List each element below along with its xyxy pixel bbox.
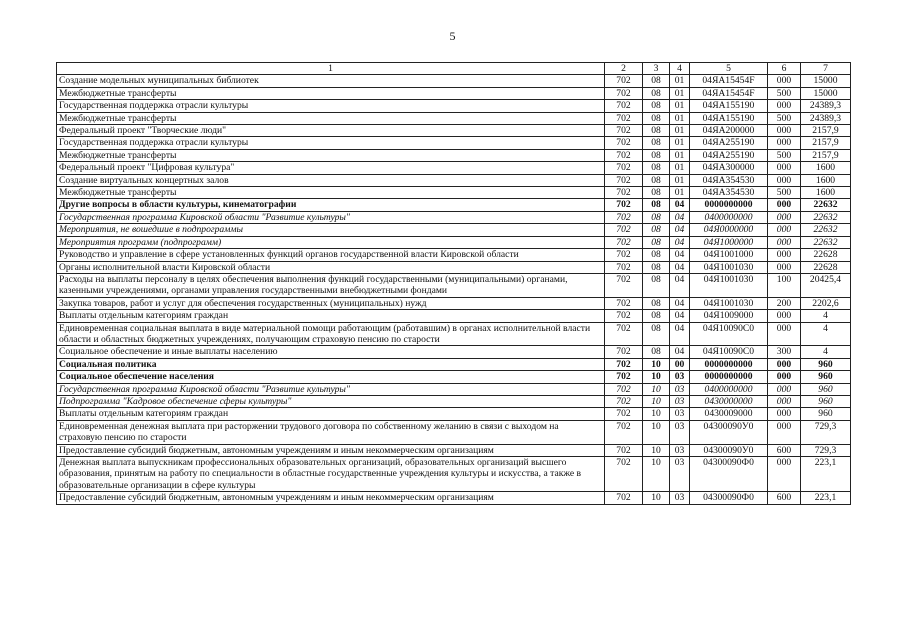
row-name-cell: Создание виртуальных концертных залов (57, 174, 605, 186)
subsection-cell: 03 (670, 383, 690, 395)
row-name-cell: Межбюджетные трансферты (57, 187, 605, 199)
row-name-cell: Руководство и управление в сфере установленных функций органов государственной власти Кировской области (57, 249, 605, 261)
grbs-cell: 702 (605, 162, 643, 174)
target-article-cell: 04ЯА155190 (690, 100, 768, 112)
section-cell: 08 (643, 346, 670, 358)
subsection-cell: 04 (670, 297, 690, 309)
table-row (57, 273, 851, 297)
row-name-cell: Межбюджетные трансферты (57, 87, 605, 99)
expense-type-cell: 000 (768, 199, 801, 211)
section-cell: 10 (643, 383, 670, 395)
subsection-cell: 01 (670, 162, 690, 174)
grbs-cell: 702 (605, 420, 643, 444)
table-row (57, 112, 851, 124)
grbs-cell: 702 (605, 211, 643, 223)
table-row (57, 261, 851, 273)
target-article-cell: 0000000000 (690, 199, 768, 211)
subsection-cell: 01 (670, 100, 690, 112)
subsection-cell: 00 (670, 358, 690, 370)
subsection-cell: 04 (670, 211, 690, 223)
grbs-cell: 702 (605, 261, 643, 273)
target-article-cell: 04ЯА15454F (690, 87, 768, 99)
grbs-cell: 702 (605, 87, 643, 99)
table-row (57, 236, 851, 248)
expense-type-cell: 600 (768, 444, 801, 456)
amount-cell: 223,1 (801, 492, 851, 504)
budget-table (56, 62, 851, 505)
subsection-cell: 01 (670, 149, 690, 161)
header-cell: 2 (605, 63, 643, 75)
expense-type-cell: 000 (768, 420, 801, 444)
section-cell: 08 (643, 100, 670, 112)
table-row (57, 408, 851, 420)
row-name-cell: Федеральный проект "Цифровая культура" (57, 162, 605, 174)
section-cell: 08 (643, 174, 670, 186)
section-cell: 08 (643, 87, 670, 99)
subsection-cell: 03 (670, 408, 690, 420)
table-row (57, 420, 851, 444)
header-cell: 7 (801, 63, 851, 75)
amount-cell: 22628 (801, 261, 851, 273)
amount-cell: 22632 (801, 211, 851, 223)
expense-type-cell: 000 (768, 75, 801, 87)
section-cell: 08 (643, 112, 670, 124)
grbs-cell: 702 (605, 395, 643, 407)
subsection-cell: 04 (670, 310, 690, 322)
grbs-cell: 702 (605, 297, 643, 309)
section-cell: 08 (643, 162, 670, 174)
header-cell: 6 (768, 63, 801, 75)
section-cell: 10 (643, 395, 670, 407)
target-article-cell: 0000000000 (690, 358, 768, 370)
row-name-cell: Социальное обеспечение населения (57, 371, 605, 383)
subsection-cell: 01 (670, 137, 690, 149)
grbs-cell: 702 (605, 174, 643, 186)
target-article-cell: 04ЯА155190 (690, 112, 768, 124)
subsection-cell: 03 (670, 457, 690, 492)
section-cell: 08 (643, 224, 670, 236)
target-article-cell: 04ЯА15454F (690, 75, 768, 87)
amount-cell: 960 (801, 371, 851, 383)
subsection-cell: 03 (670, 492, 690, 504)
expense-type-cell: 200 (768, 297, 801, 309)
expense-type-cell: 000 (768, 371, 801, 383)
expense-type-cell: 000 (768, 249, 801, 261)
target-article-cell: 04ЯА200000 (690, 125, 768, 137)
grbs-cell: 702 (605, 408, 643, 420)
amount-cell: 960 (801, 408, 851, 420)
amount-cell: 4 (801, 346, 851, 358)
section-cell: 10 (643, 420, 670, 444)
row-name-cell: Выплаты отдельным категориям граждан (57, 310, 605, 322)
target-article-cell: 04300090У0 (690, 420, 768, 444)
target-article-cell: 04Я1001030 (690, 297, 768, 309)
grbs-cell: 702 (605, 75, 643, 87)
target-article-cell: 04ЯА300000 (690, 162, 768, 174)
table-row (57, 199, 851, 211)
column-number-row (57, 63, 851, 75)
target-article-cell: 04300090У0 (690, 444, 768, 456)
grbs-cell: 702 (605, 444, 643, 456)
expense-type-cell: 500 (768, 87, 801, 99)
amount-cell: 2157,9 (801, 149, 851, 161)
table-row (57, 75, 851, 87)
header-cell: 5 (690, 63, 768, 75)
table-row (57, 322, 851, 346)
target-article-cell: 04ЯА354530 (690, 174, 768, 186)
subsection-cell: 04 (670, 261, 690, 273)
expense-type-cell: 500 (768, 112, 801, 124)
row-name-cell: Единовременная социальная выплата в виде материальной помощи работающим (работавшим) в органах исполнительной власти области и областных бюджетных учреждениях, получающим страховую пенсию по старости (57, 322, 605, 346)
target-article-cell: 0400000000 (690, 383, 768, 395)
grbs-cell: 702 (605, 149, 643, 161)
header-cell: 4 (670, 63, 690, 75)
subsection-cell: 04 (670, 236, 690, 248)
expense-type-cell: 000 (768, 310, 801, 322)
row-name-cell: Выплаты отдельным категориям граждан (57, 408, 605, 420)
table-row (57, 249, 851, 261)
target-article-cell: 04Я1000000 (690, 236, 768, 248)
grbs-cell: 702 (605, 187, 643, 199)
target-article-cell: 04300090Ф0 (690, 457, 768, 492)
subsection-cell: 01 (670, 187, 690, 199)
section-cell: 10 (643, 408, 670, 420)
amount-cell: 2202,6 (801, 297, 851, 309)
header-cell: 1 (57, 63, 605, 75)
expense-type-cell: 000 (768, 125, 801, 137)
expense-type-cell: 000 (768, 457, 801, 492)
table-row (57, 310, 851, 322)
grbs-cell: 702 (605, 199, 643, 211)
subsection-cell: 03 (670, 420, 690, 444)
expense-type-cell: 000 (768, 261, 801, 273)
row-name-cell: Подпрограмма "Кадровое обеспечение сферы культуры" (57, 395, 605, 407)
row-name-cell: Другие вопросы в области культуры, кинематографии (57, 199, 605, 211)
expense-type-cell: 000 (768, 408, 801, 420)
table-row (57, 346, 851, 358)
table-row (57, 87, 851, 99)
section-cell: 08 (643, 273, 670, 297)
table-row (57, 125, 851, 137)
target-article-cell: 04300090Ф0 (690, 492, 768, 504)
target-article-cell: 0000000000 (690, 371, 768, 383)
subsection-cell: 03 (670, 371, 690, 383)
section-cell: 08 (643, 125, 670, 137)
target-article-cell: 04Я1009000 (690, 310, 768, 322)
row-name-cell: Федеральный проект "Творческие люди" (57, 125, 605, 137)
table-row (57, 297, 851, 309)
target-article-cell: 04Я0000000 (690, 224, 768, 236)
grbs-cell: 702 (605, 346, 643, 358)
subsection-cell: 01 (670, 75, 690, 87)
subsection-cell: 04 (670, 249, 690, 261)
amount-cell: 1600 (801, 174, 851, 186)
target-article-cell: 04ЯА255190 (690, 137, 768, 149)
section-cell: 08 (643, 297, 670, 309)
table-row (57, 492, 851, 504)
grbs-cell: 702 (605, 492, 643, 504)
row-name-cell: Мероприятия, не вошедшие в подпрограммы (57, 224, 605, 236)
amount-cell: 20425,4 (801, 273, 851, 297)
expense-type-cell: 000 (768, 174, 801, 186)
amount-cell: 24389,3 (801, 112, 851, 124)
subsection-cell: 04 (670, 224, 690, 236)
amount-cell: 960 (801, 358, 851, 370)
section-cell: 10 (643, 371, 670, 383)
amount-cell: 2157,9 (801, 137, 851, 149)
row-name-cell: Социальная политика (57, 358, 605, 370)
table-row (57, 137, 851, 149)
subsection-cell: 04 (670, 322, 690, 346)
header-cell: 3 (643, 63, 670, 75)
amount-cell: 729,3 (801, 444, 851, 456)
table-row (57, 174, 851, 186)
amount-cell: 24389,3 (801, 100, 851, 112)
grbs-cell: 702 (605, 371, 643, 383)
amount-cell: 22632 (801, 236, 851, 248)
subsection-cell: 01 (670, 125, 690, 137)
target-article-cell: 04Я10090С0 (690, 322, 768, 346)
expense-type-cell: 000 (768, 137, 801, 149)
table-row (57, 224, 851, 236)
table-row (57, 100, 851, 112)
subsection-cell: 01 (670, 174, 690, 186)
table-row (57, 371, 851, 383)
expense-type-cell: 100 (768, 273, 801, 297)
grbs-cell: 702 (605, 249, 643, 261)
grbs-cell: 702 (605, 137, 643, 149)
expense-type-cell: 500 (768, 187, 801, 199)
page-number: 5 (449, 29, 456, 43)
grbs-cell: 702 (605, 322, 643, 346)
section-cell: 08 (643, 149, 670, 161)
amount-cell: 1600 (801, 187, 851, 199)
row-name-cell: Государственная программа Кировской области "Развитие культуры" (57, 383, 605, 395)
subsection-cell: 04 (670, 199, 690, 211)
target-article-cell: 04Я1001000 (690, 249, 768, 261)
row-name-cell: Социальное обеспечение и иные выплаты населению (57, 346, 605, 358)
grbs-cell: 702 (605, 273, 643, 297)
grbs-cell: 702 (605, 100, 643, 112)
target-article-cell: 04ЯА255190 (690, 149, 768, 161)
row-name-cell: Государственная поддержка отрасли культуры (57, 100, 605, 112)
expense-type-cell: 000 (768, 395, 801, 407)
amount-cell: 2157,9 (801, 125, 851, 137)
subsection-cell: 03 (670, 395, 690, 407)
target-article-cell: 04Я1001030 (690, 261, 768, 273)
expense-type-cell: 600 (768, 492, 801, 504)
table-row (57, 358, 851, 370)
table-row (57, 149, 851, 161)
section-cell: 08 (643, 75, 670, 87)
section-cell: 08 (643, 310, 670, 322)
section-cell: 08 (643, 249, 670, 261)
row-name-cell: Единовременная денежная выплата при расторжении трудового договора по собственному желанию в связи с выходом на страховую пенсию по старости (57, 420, 605, 444)
target-article-cell: 0400000000 (690, 211, 768, 223)
expense-type-cell: 500 (768, 149, 801, 161)
amount-cell: 15000 (801, 75, 851, 87)
amount-cell: 22632 (801, 224, 851, 236)
amount-cell: 15000 (801, 87, 851, 99)
section-cell: 08 (643, 187, 670, 199)
grbs-cell: 702 (605, 383, 643, 395)
amount-cell: 960 (801, 395, 851, 407)
grbs-cell: 702 (605, 358, 643, 370)
target-article-cell: 04Я10090С0 (690, 346, 768, 358)
section-cell: 10 (643, 492, 670, 504)
amount-cell: 729,3 (801, 420, 851, 444)
section-cell: 08 (643, 199, 670, 211)
table-row (57, 457, 851, 492)
row-name-cell: Государственная программа Кировской области "Развитие культуры" (57, 211, 605, 223)
amount-cell: 4 (801, 322, 851, 346)
target-article-cell: 0430009000 (690, 408, 768, 420)
row-name-cell: Закупка товаров, работ и услуг для обеспечения государственных (муниципальных) нужд (57, 297, 605, 309)
grbs-cell: 702 (605, 457, 643, 492)
table-row (57, 211, 851, 223)
subsection-cell: 03 (670, 444, 690, 456)
grbs-cell: 702 (605, 112, 643, 124)
row-name-cell: Предоставление субсидий бюджетным, автономным учреждениям и иным некоммерческим организациям (57, 492, 605, 504)
expense-type-cell: 000 (768, 236, 801, 248)
target-article-cell: 04Я1001030 (690, 273, 768, 297)
amount-cell: 22632 (801, 199, 851, 211)
row-name-cell: Мероприятия программ (подпрограмм) (57, 236, 605, 248)
grbs-cell: 702 (605, 224, 643, 236)
subsection-cell: 01 (670, 87, 690, 99)
section-cell: 08 (643, 236, 670, 248)
table-row (57, 444, 851, 456)
row-name-cell: Создание модельных муниципальных библиотек (57, 75, 605, 87)
row-name-cell: Государственная поддержка отрасли культуры (57, 137, 605, 149)
row-name-cell: Предоставление субсидий бюджетным, автономным учреждениям и иным некоммерческим организациям (57, 444, 605, 456)
expense-type-cell: 000 (768, 224, 801, 236)
expense-type-cell: 000 (768, 162, 801, 174)
section-cell: 08 (643, 261, 670, 273)
section-cell: 08 (643, 137, 670, 149)
target-article-cell: 04ЯА354530 (690, 187, 768, 199)
section-cell: 08 (643, 211, 670, 223)
subsection-cell: 04 (670, 346, 690, 358)
row-name-cell: Органы исполнительной власти Кировской области (57, 261, 605, 273)
section-cell: 10 (643, 457, 670, 492)
row-name-cell: Межбюджетные трансферты (57, 149, 605, 161)
section-cell: 08 (643, 322, 670, 346)
subsection-cell: 04 (670, 273, 690, 297)
row-name-cell: Расходы на выплаты персоналу в целях обеспечения выполнения функций государственными (муниципальными) органами, казенными учреждениями, органами управления государственными внебюджетными фондами (57, 273, 605, 297)
table-row (57, 383, 851, 395)
target-article-cell: 0430000000 (690, 395, 768, 407)
amount-cell: 4 (801, 310, 851, 322)
subsection-cell: 01 (670, 112, 690, 124)
grbs-cell: 702 (605, 236, 643, 248)
grbs-cell: 702 (605, 310, 643, 322)
grbs-cell: 702 (605, 125, 643, 137)
table-row (57, 395, 851, 407)
amount-cell: 960 (801, 383, 851, 395)
amount-cell: 223,1 (801, 457, 851, 492)
expense-type-cell: 000 (768, 100, 801, 112)
table-row (57, 162, 851, 174)
expense-type-cell: 000 (768, 322, 801, 346)
section-cell: 10 (643, 358, 670, 370)
amount-cell: 1600 (801, 162, 851, 174)
row-name-cell: Денежная выплата выпускникам профессиональных образовательных организаций, образовательных организаций высшего образования, принятым на работу по специальности в областные государственные учреждения культуры и искусства, а также в образовательные организации в сфере культуры (57, 457, 605, 492)
expense-type-cell: 000 (768, 211, 801, 223)
section-cell: 10 (643, 444, 670, 456)
row-name-cell: Межбюджетные трансферты (57, 112, 605, 124)
expense-type-cell: 300 (768, 346, 801, 358)
table-row (57, 187, 851, 199)
expense-type-cell: 000 (768, 358, 801, 370)
amount-cell: 22628 (801, 249, 851, 261)
expense-type-cell: 000 (768, 383, 801, 395)
